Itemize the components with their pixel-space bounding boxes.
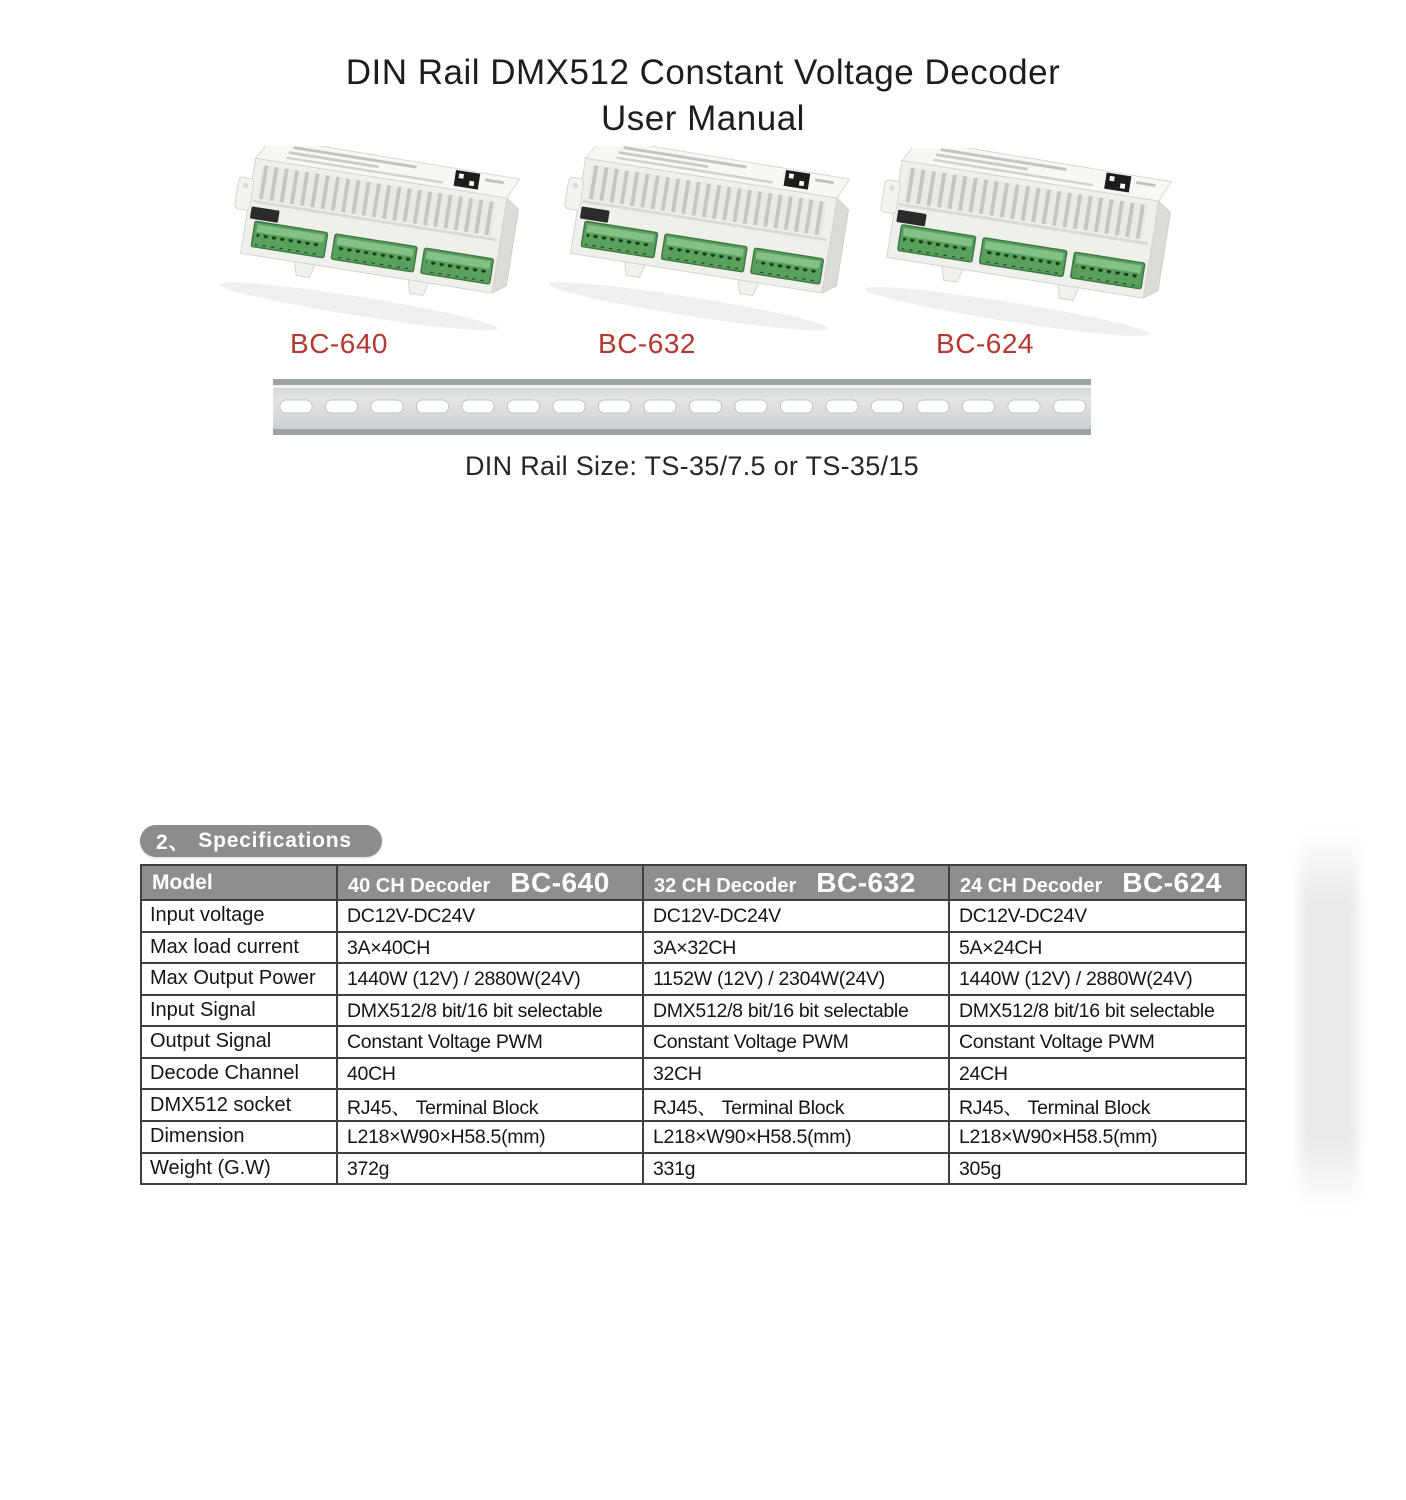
spec-value: 331g — [643, 1153, 949, 1185]
spec-value: L218×W90×H58.5(mm) — [337, 1121, 643, 1153]
spec-row-label: Weight (G.W) — [141, 1153, 337, 1185]
decoder-model-name: BC-632 — [816, 866, 916, 898]
spec-row-decode-channel — [141, 1058, 1246, 1090]
spec-value: DC12V-DC24V — [643, 900, 949, 932]
spec-row-max-output-power — [141, 963, 1246, 995]
spec-row-label: Max load current — [141, 932, 337, 964]
page-title-line2: User Manual — [601, 99, 805, 138]
spec-value: 305g — [949, 1153, 1246, 1185]
spec-header-row — [141, 865, 1246, 900]
spec-table — [140, 864, 1247, 1185]
spec-value: DC12V-DC24V — [337, 900, 643, 932]
spec-row-label: Dimension — [141, 1121, 337, 1153]
product-image-bc640 — [220, 146, 532, 344]
spec-row-input-voltage — [141, 900, 1246, 932]
decoder-type-label: 32 CH Decoder — [654, 874, 797, 897]
spec-value: Constant Voltage PWM — [949, 1026, 1246, 1058]
spec-value: RJ45、 Terminal Block — [643, 1089, 949, 1121]
spec-row-label: Input Signal — [141, 995, 337, 1027]
spec-value: DMX512/8 bit/16 bit selectable — [643, 995, 949, 1027]
spec-value: 3A×40CH — [337, 932, 643, 964]
spec-value: 1440W (12V) / 2880W(24V) — [949, 963, 1246, 995]
decoder-type-label: 40 CH Decoder — [348, 874, 491, 897]
spec-value: 24CH — [949, 1058, 1246, 1090]
product-image-bc632 — [550, 146, 862, 344]
decoder-module-graphic — [866, 148, 1184, 350]
decoder-type-label: 24 CH Decoder — [960, 874, 1103, 897]
spec-row-dimension — [141, 1121, 1246, 1153]
spec-section-number: 2、 — [156, 831, 191, 854]
spec-row-output-signal — [141, 1026, 1246, 1058]
spec-row-label: Max Output Power — [141, 963, 337, 995]
page-title-line1: DIN Rail DMX512 Constant Voltage Decoder — [345, 53, 1061, 92]
spec-value: RJ45、 Terminal Block — [337, 1089, 643, 1121]
decoder-module-graphic — [550, 146, 862, 344]
spec-section-title: Specifications — [198, 829, 352, 852]
spec-row-label: Output Signal — [141, 1026, 337, 1058]
decoder-model-name: BC-640 — [510, 866, 610, 898]
spec-value: 1152W (12V) / 2304W(24V) — [643, 963, 949, 995]
spec-header-model: Model — [141, 865, 337, 900]
product-label-bc624: BC-624 — [936, 328, 1034, 359]
spec-header-bc624 — [949, 865, 1246, 900]
spec-row-dmx512-socket — [141, 1089, 1246, 1121]
product-label-bc632: BC-632 — [598, 328, 696, 359]
spec-row-input-signal — [141, 995, 1246, 1027]
spec-row-weight — [141, 1153, 1246, 1185]
decoder-module-graphic — [220, 146, 532, 344]
spec-value: 32CH — [643, 1058, 949, 1090]
spec-value: DC12V-DC24V — [949, 900, 1246, 932]
spec-row-label: Decode Channel — [141, 1058, 337, 1090]
din-rail-caption: DIN Rail Size: TS-35/7.5 or TS-35/15 — [465, 451, 919, 481]
spec-value: 1440W (12V) / 2880W(24V) — [337, 963, 643, 995]
spec-value: 40CH — [337, 1058, 643, 1090]
spec-value: DMX512/8 bit/16 bit selectable — [949, 995, 1246, 1027]
spec-value: 372g — [337, 1153, 643, 1185]
scan-artifact-shadow — [1300, 830, 1358, 1210]
spec-value: Constant Voltage PWM — [337, 1026, 643, 1058]
spec-value: Constant Voltage PWM — [643, 1026, 949, 1058]
din-rail-graphic — [273, 377, 1091, 437]
spec-header-bc632 — [643, 865, 949, 900]
page-title — [0, 50, 1406, 142]
spec-row-label: DMX512 socket — [141, 1089, 337, 1121]
spec-value: RJ45、 Terminal Block — [949, 1089, 1246, 1121]
product-label-bc640: BC-640 — [290, 328, 388, 359]
spec-section-heading — [140, 825, 382, 857]
product-image-bc624 — [866, 148, 1184, 350]
spec-value: DMX512/8 bit/16 bit selectable — [337, 995, 643, 1027]
spec-value: 5A×24CH — [949, 932, 1246, 964]
spec-value: 3A×32CH — [643, 932, 949, 964]
spec-value: L218×W90×H58.5(mm) — [643, 1121, 949, 1153]
spec-value: L218×W90×H58.5(mm) — [949, 1121, 1246, 1153]
din-rail-image — [273, 377, 1091, 437]
spec-header-bc640 — [337, 865, 643, 900]
decoder-model-name: BC-624 — [1122, 866, 1222, 898]
spec-row-label: Input voltage — [141, 900, 337, 932]
spec-row-max-load-current — [141, 932, 1246, 964]
